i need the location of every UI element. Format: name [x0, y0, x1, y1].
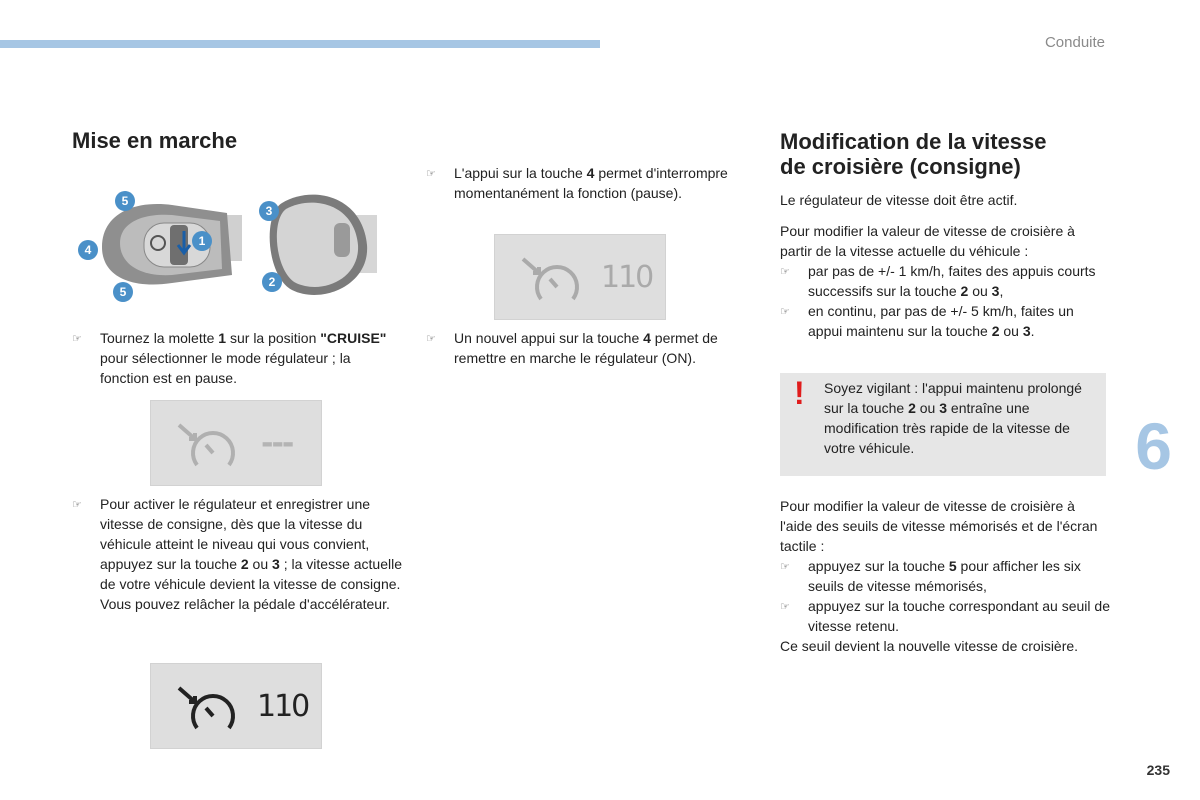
cruise-display-pause	[150, 400, 322, 486]
cruise-control-stalk-illustration	[72, 185, 392, 305]
pointing-hand-icon: ☞	[780, 266, 790, 278]
page-number: 235	[1146, 762, 1170, 778]
chapter-number: 6	[1135, 409, 1172, 483]
warning-text: Soyez vigilant : l'appui maintenu prolongé sur la touche 2 ou 3 entraîne une modification très rapide de la vitesse de votre véhicule.	[824, 380, 1082, 456]
warning-box	[780, 373, 1106, 476]
header-accent-bar	[0, 40, 600, 48]
display-speed-value: 110	[601, 259, 653, 295]
col2-bullet-1: ☞ L'appui sur la touche 4 permet d'interrompre momentanément la fonction (pause).	[426, 165, 728, 201]
modification-title: Modification de la vitesse de croisière (consigne)	[780, 129, 1047, 179]
pointing-hand-icon: ☞	[426, 333, 436, 345]
warning-icon: !	[794, 375, 805, 411]
cruise-speedometer-icon	[173, 413, 243, 473]
display-speed-value: ---	[261, 425, 293, 461]
mise-en-marche-title: Mise en marche	[72, 128, 238, 153]
cruise-display-active	[150, 663, 322, 749]
callout-5-top-label: 5	[121, 194, 129, 208]
cruise-display-paused-speed	[494, 234, 666, 320]
col3-para-1: Pour modifier la valeur de vitesse de croisière à partir de la vitesse actuelle du véhicule : ☞ par pas de +/- 1 km/h, faites des appuis courts successifs sur la touche 2 ou 3, ☞ en continu, par pas de +/- 5 km/h, faites un appui maintenu sur la touche 2 ou 3.	[780, 223, 1096, 339]
col1-bullet-1: ☞ Tournez la molette 1 sur la position "CRUISE" pour sélectionner le mode régulateur ; la fonction est en pause.	[72, 330, 387, 386]
cruise-speedometer-icon	[517, 247, 587, 307]
col3-intro: Le régulateur de vitesse doit être actif.	[780, 192, 1018, 208]
col1-bullet-2: ☞ Pour activer le régulateur et enregistrer une vitesse de consigne, dès que la vitesse du véhicule atteint le niveau qui vous convient, appuyez sur la touche 2 ou 3 ; la vitesse actuelle de votre véhicule devient la vitesse de consigne. Vous pouvez relâcher la pédale d'accélérateur.	[72, 496, 402, 612]
col3-para-2: Pour modifier la valeur de vitesse de croisière à l'aide des seuils de vitesse mémorisés et de l'écran tactile : ☞ appuyez sur la touche 5 pour afficher les six seuils de vitesse mémorisés, ☞ appuyez sur la touche correspondant au seuil de vitesse retenu. Ce seuil devient la nouvelle vitesse de croisière.	[780, 498, 1110, 654]
pointing-hand-icon: ☞	[72, 499, 82, 511]
col2-bullet-2: ☞ Un nouvel appui sur la touche 4 permet de remettre en marche le régulateur (ON).	[426, 330, 718, 366]
pointing-hand-icon: ☞	[780, 306, 790, 318]
callout-5-bottom-label: 5	[119, 285, 127, 299]
cruise-speedometer-icon	[173, 676, 243, 736]
callout-1-label: 1	[198, 234, 206, 248]
callout-4-label: 4	[84, 243, 92, 257]
display-speed-value: 110	[257, 688, 309, 724]
pointing-hand-icon: ☞	[780, 561, 790, 573]
pointing-hand-icon: ☞	[72, 333, 82, 345]
callout-3-label: 3	[265, 204, 273, 218]
callout-2-label: 2	[268, 275, 276, 289]
pointing-hand-icon: ☞	[426, 168, 436, 180]
pointing-hand-icon: ☞	[780, 601, 790, 613]
section-label: Conduite	[1044, 34, 1105, 51]
